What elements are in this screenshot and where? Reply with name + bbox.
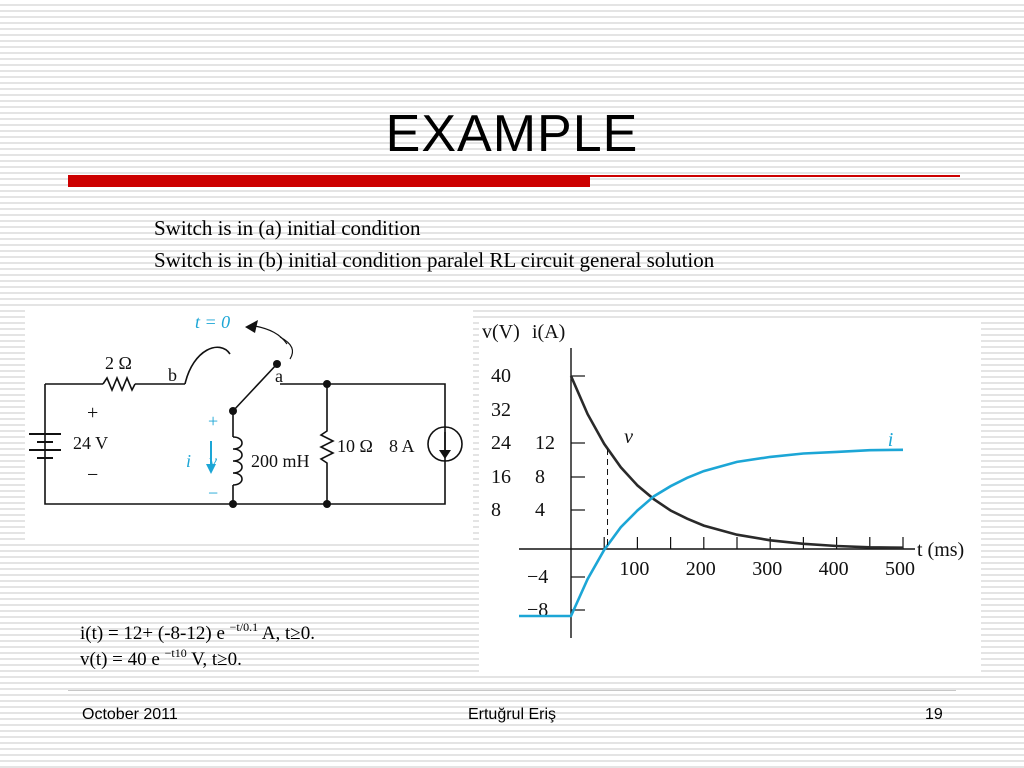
equation-voltage-tail: V, t≥0. xyxy=(186,649,242,670)
equation-voltage xyxy=(80,646,242,671)
r2-label: 10 Ω xyxy=(337,436,373,456)
source-label: 24 V xyxy=(73,433,109,453)
switch-motion-curve xyxy=(255,326,287,344)
v-tick-label: 24 xyxy=(491,432,511,454)
inductor-coil xyxy=(233,437,242,485)
footer-date: October 2011 xyxy=(82,706,178,723)
v-axis-title: v(V) xyxy=(482,321,520,343)
x-tick-label: 300 xyxy=(752,558,783,580)
minus-mid-label: − xyxy=(208,483,219,503)
x-tick-label: 400 xyxy=(818,558,849,580)
current-source-label: 8 A xyxy=(389,436,415,456)
footer-author: Ertuğrul Eriş xyxy=(467,706,557,723)
resistor-2ohm xyxy=(103,378,135,390)
slide-title: EXAMPLE xyxy=(385,105,639,163)
junction-dot-switch xyxy=(229,407,237,415)
equation-current-main: i(t) = 12+ (-8-12) e xyxy=(80,623,230,644)
footer-divider xyxy=(68,690,956,691)
v-tick-label: 16 xyxy=(491,466,511,488)
equation-voltage-main: v(t) = 40 e xyxy=(80,649,165,670)
response-chart xyxy=(479,318,981,672)
wire-b-arc xyxy=(185,347,230,384)
equation-current xyxy=(80,620,315,645)
inductor-label: 200 mH xyxy=(251,451,310,471)
title-underline-bar xyxy=(68,175,590,187)
x-tick-label: 200 xyxy=(685,558,716,580)
current-source-arrowhead xyxy=(439,450,451,459)
series-line-i xyxy=(519,450,903,616)
circuit-diagram xyxy=(25,309,473,541)
junction-dot-bottom-left xyxy=(229,500,237,508)
i-tick-label: 8 xyxy=(535,466,545,488)
junction-dot-top xyxy=(323,380,331,388)
i-label: i xyxy=(186,451,192,471)
graph-panel xyxy=(479,318,981,672)
v-tick-label: 8 xyxy=(491,499,501,521)
footer-page-number: 19 xyxy=(925,706,943,723)
i-tick-label: −4 xyxy=(527,566,549,588)
resistor-10ohm xyxy=(321,384,333,504)
text-line-switch-a: Switch is in (a) initial condition xyxy=(154,216,421,240)
junction-dot-bottom-right xyxy=(323,500,331,508)
node-a-label: a xyxy=(275,366,283,386)
series-label-i: i xyxy=(887,429,894,451)
equation-current-exponent: −t/0.1 xyxy=(229,620,259,634)
x-tick-label: 500 xyxy=(885,558,915,580)
i-tick-label: 4 xyxy=(535,499,545,521)
x-tick-label: 100 xyxy=(619,558,650,580)
x-axis-title: t (ms) xyxy=(917,539,965,561)
v-label: v xyxy=(209,451,217,471)
plus-left-label: + xyxy=(87,402,99,424)
text-line-switch-b: Switch is in (b) initial condition paralel RL circuit general solution xyxy=(154,248,715,272)
switch-time-label: t = 0 xyxy=(195,312,231,332)
title-underline-thin xyxy=(590,175,960,177)
equation-voltage-exponent: −t10 xyxy=(164,646,187,660)
v-tick-label: 40 xyxy=(491,365,511,387)
i-tick-label: 12 xyxy=(535,432,555,454)
minus-left-label: − xyxy=(87,464,99,486)
equation-current-tail: A, t≥0. xyxy=(258,623,315,644)
node-b-label: b xyxy=(168,365,177,385)
series-label-v: v xyxy=(624,426,634,448)
v-tick-label: 32 xyxy=(491,399,511,421)
switch-blade xyxy=(233,364,277,411)
plus-mid-label: + xyxy=(208,411,219,431)
switch-motion-arrow xyxy=(280,337,293,359)
i-axis-title: i(A) xyxy=(532,321,566,343)
circuit-panel xyxy=(25,309,473,541)
r1-label: 2 Ω xyxy=(105,353,132,373)
i-tick-label: −8 xyxy=(527,599,549,621)
